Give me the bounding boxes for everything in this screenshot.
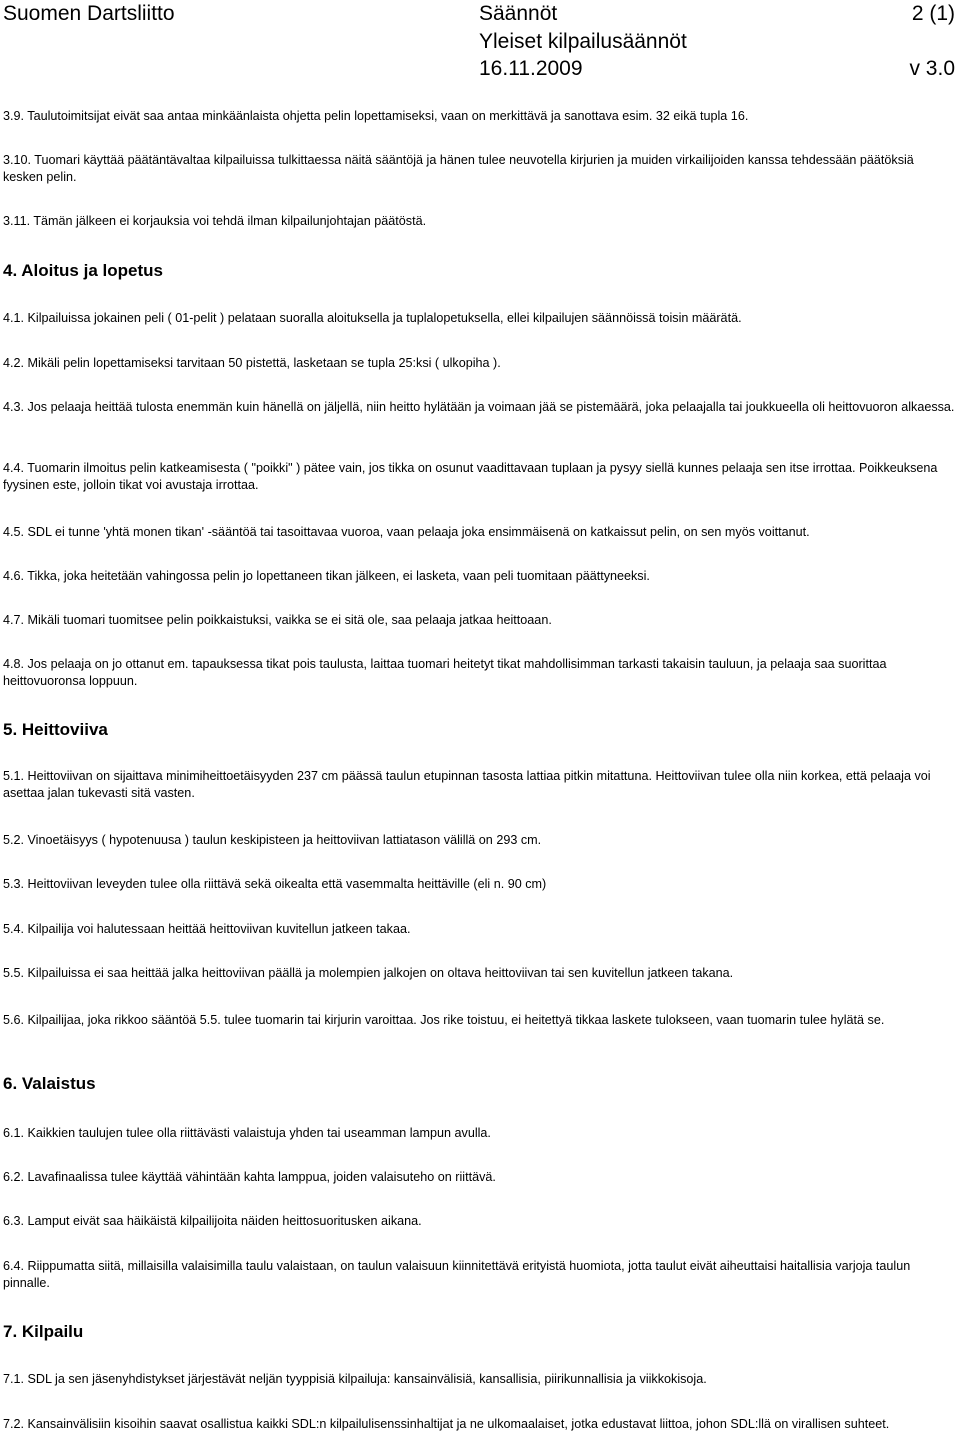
rule-4-3: 4.3. Jos pelaaja heittää tulosta enemmän kuin hänellä on jäljellä, niin heitto hylätään ja voimaan jää se pistemäärä, joka pelaajalla tai joukkueella oli heittovuoron alkaessa.	[3, 400, 955, 414]
rule-4-8: 4.8. Jos pelaaja on jo ottanut em. tapauksessa tikat pois taulusta, laittaa tuomari heitetyt tikat mahdollisimman tarkasti takaisin tauluun, ja pelaaja saa suorittaa heittovuoronsa loppuun.	[3, 657, 887, 688]
section-heading-5: 5. Heittoviiva	[3, 720, 108, 739]
rule-4-1: 4.1. Kilpailuissa jokainen peli ( 01-pelit ) pelataan suoralla aloituksella ja tuplalopetuksella, ellei kilpailujen säännöissä toisin määrätä.	[3, 311, 742, 325]
rule-3-11: 3.11. Tämän jälkeen ei korjauksia voi tehdä ilman kilpailunjohtajan päätöstä.	[3, 214, 427, 228]
header-org: Suomen Dartsliitto	[3, 2, 175, 25]
rule-7-2: 7.2. Kansainvälisiin kisoihin saavat osallistua kaikki SDL:n kilpailulisenssinhaltijat ja ne ulkomaalaiset, jotka edustavat liittoa, johon SDL:llä on virallisen suhteet.	[3, 1417, 890, 1431]
header-page: 2 (1)	[911, 2, 955, 25]
rule-6-2: 6.2. Lavafinaalissa tulee käyttää vähintään kahta lamppua, joiden valaisuteho on riittävä.	[3, 1170, 496, 1184]
section-heading-6: 6. Valaistus	[3, 1074, 96, 1093]
rule-4-5: 4.5. SDL ei tunne 'yhtä monen tikan' -sääntöä tai tasoittavaa vuoroa, vaan pelaaja joka ensimmäisenä on katkaissut pelin, on sen myös voittanut.	[3, 525, 810, 539]
section-heading-4: 4. Aloitus ja lopetus	[3, 261, 163, 280]
rule-5-5: 5.5. Kilpailuissa ei saa heittää jalka heittoviivan päällä ja molempien jalkojen on oltava heittoviivan tai sen kuvitellun jatkeen takana.	[3, 966, 734, 980]
header-doc-type: Säännöt	[479, 2, 558, 25]
rule-5-3: 5.3. Heittoviivan leveyden tulee olla riittävä sekä oikealta että vasemmalta heittäville (eli n. 90 cm)	[3, 877, 547, 891]
rule-4-2: 4.2. Mikäli pelin lopettamiseksi tarvitaan 50 pistettä, lasketaan se tupla 25:ksi ( ulkopiha ).	[3, 356, 501, 370]
rule-4-7: 4.7. Mikäli tuomari tuomitsee pelin poikkaistuksi, vaikka se ei sitä ole, saa pelaaja jatkaa heittoaan.	[3, 613, 552, 627]
rule-4-6: 4.6. Tikka, joka heitetään vahingossa pelin jo lopettaneen tikan jälkeen, ei lasketa, vaan peli tuomitaan päättyneeksi.	[3, 569, 650, 583]
rule-5-1: 5.1. Heittoviivan on sijaittava minimiheittoetäisyyden 237 cm päässä taulun etupinnan tasosta lattiaa pitkin mitattuna. Heittoviivan tulee olla niin korkea, että pelaaja voi asettaa jalan tukevasti sitä vasten.	[3, 769, 931, 800]
rule-4-4: 4.4. Tuomarin ilmoitus pelin katkeamisesta ( "poikki" ) pätee vain, jos tikka on osunut vaadittavaan tuplaan ja pysyy siellä kunnes pelaaja sen itse irrottaa. Poikkeuksena fyysinen este, jolloin tikat voi avustaja irrottaa.	[3, 461, 938, 492]
header-doc-title: Yleiset kilpailusäännöt	[479, 30, 687, 53]
rule-5-6: 5.6. Kilpailijaa, joka rikkoo sääntöä 5.5. tulee tuomarin tai kirjurin varoittaa. Jos rike toistuu, ei heitettyä tikkaa laskete tulokseen, vaan tuomarin tulee hylätä se.	[3, 1013, 885, 1027]
rule-6-4: 6.4. Riippumatta siitä, millaisilla valaisimilla taulu valaistaan, on taulun valaisuun kiinnitettävä erityistä huomiota, jotta taulut eivät aiheuttaisi haitallisia varjoja taulun pinnalle.	[3, 1259, 911, 1290]
rule-5-2: 5.2. Vinoetäisyys ( hypotenuusa ) taulun keskipisteen ja heittoviivan lattiatason välillä on 293 cm.	[3, 833, 542, 847]
rule-3-10: 3.10. Tuomari käyttää päätäntävaltaa kilpailuissa tulkittaessa näitä sääntöjä ja hänen tulee neuvotella kirjurien ja muiden virkailijoiden kanssa tehdessään päätöksiä kesken pelin.	[3, 153, 914, 184]
header-version: v 3.0	[909, 57, 955, 80]
rule-6-3: 6.3. Lamput eivät saa häikäistä kilpailijoita näiden heittosuoritusken aikana.	[3, 1214, 422, 1228]
header-date: 16.11.2009	[479, 57, 583, 80]
rule-6-1: 6.1. Kaikkien taulujen tulee olla riittävästi valaistuja yhden tai useamman lampun avulla.	[3, 1126, 491, 1140]
rule-3-9: 3.9. Taulutoimitsijat eivät saa antaa minkäänlaista ohjetta pelin lopettamiseksi, vaan on merkittävä ja sanottava esim. 32 eikä tupla 16.	[3, 109, 749, 123]
section-heading-7: 7. Kilpailu	[3, 1322, 84, 1341]
rule-5-4: 5.4. Kilpailija voi halutessaan heittää heittoviivan kuvitellun jatkeen takaa.	[3, 922, 411, 936]
rule-7-1: 7.1. SDL ja sen jäsenyhdistykset järjestävät neljän tyyppisiä kilpailuja: kansainvälisiä, kansallisia, piirikunnallisia ja viikkokisoja.	[3, 1372, 707, 1386]
